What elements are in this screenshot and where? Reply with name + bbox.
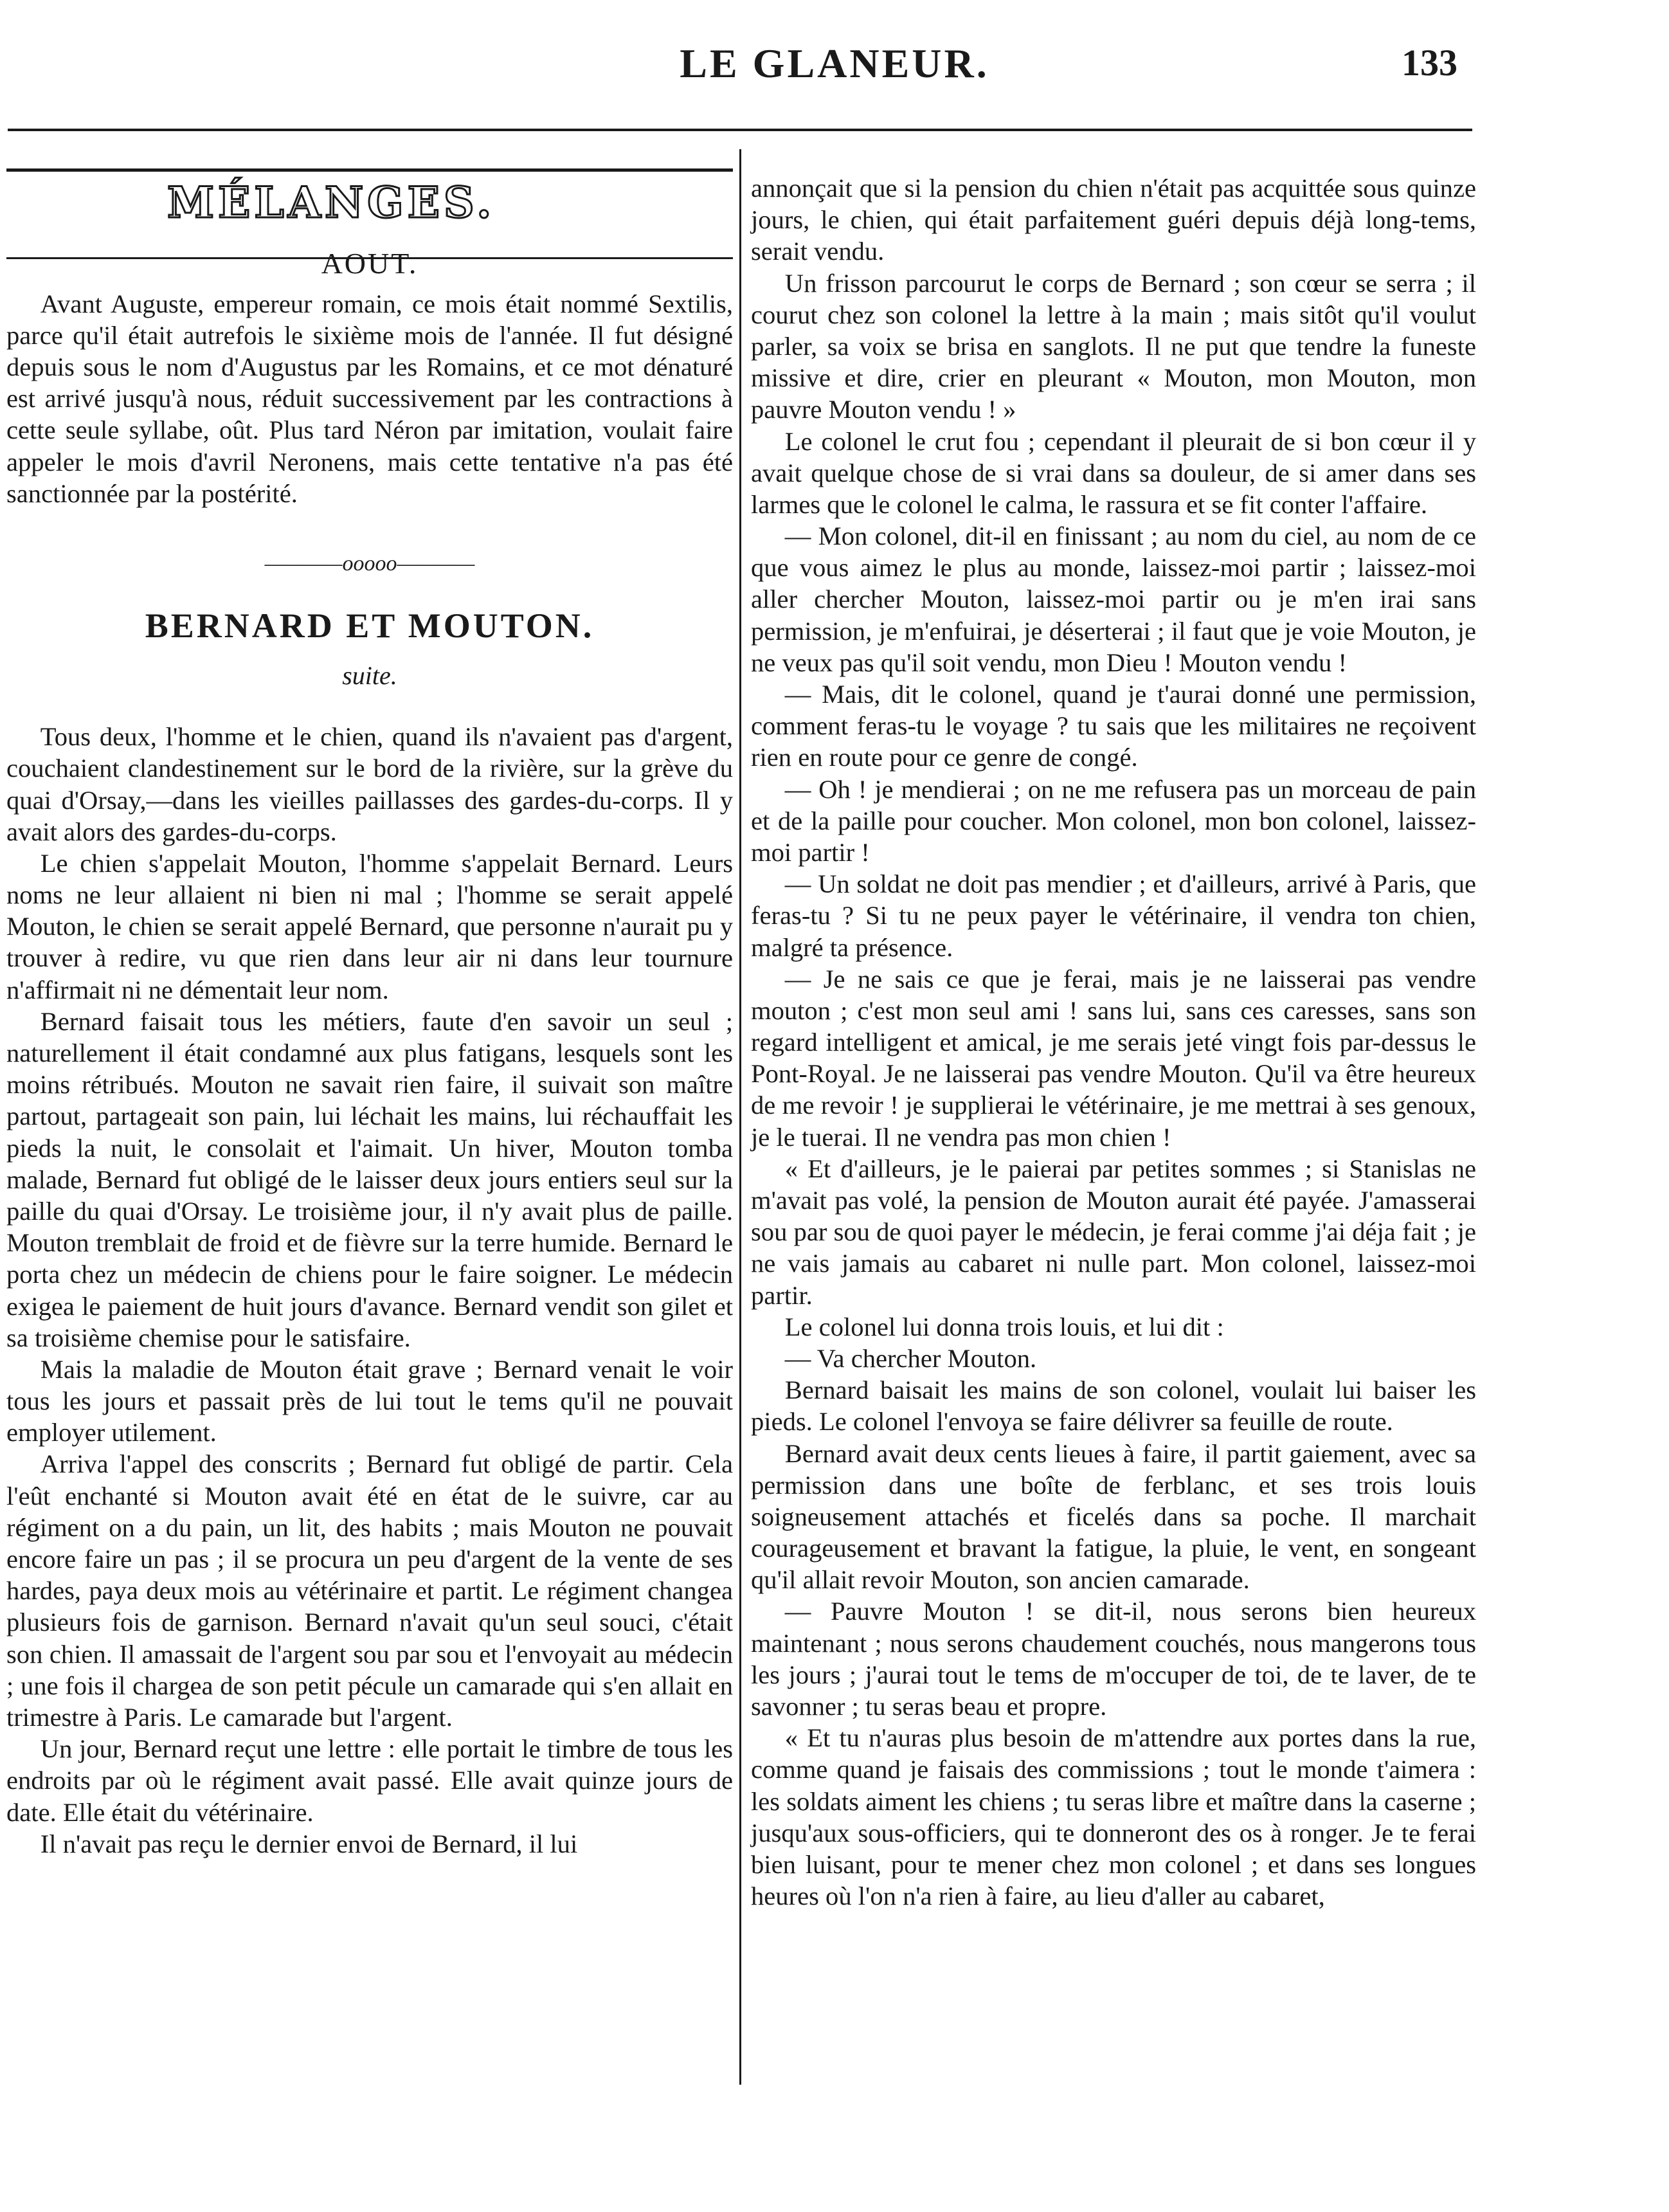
journal-title: LE GLANEUR.: [680, 41, 989, 86]
story-paragraph: « Et tu n'auras plus besoin de m'attendre aux portes dans la rue, comme quand je faisais des commissions ; tout le monde t'aimera : les soldats aiment les chiens ; tu seras libre et maître dans la caserne ; jusqu'aux sous-officiers, qui te donneront des os à ronger. Je te ferai bien luisant, pour te mener chez mon colonel ; et dans ses longues heures où l'on n'a rien à faire, au lieu d'aller au cabaret,: [751, 1723, 1476, 1911]
aout-paragraph: Avant Auguste, empereur romain, ce mois était nommé Sextilis, parce qu'il était autrefois le sixième mois de l'année. Il fut désigné depuis sous le nom d'Augustus par les Romains, et ce mot dénaturé est arrivé jusqu'à nous, réduit successivement par les contractions à cette seule syllabe, oût. Plus tard Néron par imitation, voulait faire appeler le mois d'avril Neronens, mais cette tentative n'a pas été sanctionnée par la postérité.: [6, 289, 733, 508]
story-paragraph: — Pauvre Mouton ! se dit-il, nous serons bien heureux maintenant ; nous serons chaudement couchés, nous mangerons tous les jours ; j'aurai tout le tems de m'occuper de toi, de te laver, de te savonner ; tu seras beau et propre.: [751, 1597, 1476, 1721]
story-paragraph: Le colonel le crut fou ; cependant il pleurait de si bon cœur il y avait quelque chose de si vrai dans sa douleur, de si amer dans ses larmes que le colonel le calma, le rassura et se fit conter l'affaire.: [751, 426, 1476, 519]
story-paragraph: Arriva l'appel des conscrits ; Bernard fut obligé de partir. Cela l'eût enchanté si Mouton avait été en état de le suivre, car au régiment on a du pain, un lit, des habits ; mais Mouton ne pouvait encore faire un pas ; il se procura un peu d'argent de la vente de ses hardes, paya deux mois au vétérinaire et partit. Le régiment changea plusieurs fois de garnison. Bernard n'avait qu'un seul souci, c'était son chien. Il amassait de l'argent sou par sou et l'envoyait au médecin ; une fois il chargea de son petit pécule un camarade qui s'en allait en trimestre à Paris. Le camarade but l'argent.: [6, 1449, 733, 1732]
story-subtitle: suite.: [342, 660, 397, 690]
story-paragraph: Il n'avait pas reçu le dernier envoi de Bernard, il lui: [40, 1829, 578, 1858]
header-rule: [8, 129, 1472, 131]
story-paragraph: — Oh ! je mendierai ; on ne me refusera pas un morceau de pain et de la paille pour coucher. Mon colonel, mon bon colonel, laissez-moi partir !: [751, 774, 1476, 867]
story-paragraph: — Mais, dit le colonel, quand je t'aurai donné une permission, comment feras-tu le voyage ? tu sais que les militaires ne reçoivent rien en route pour ce genre de congé.: [751, 680, 1476, 772]
story-paragraph: Un frisson parcourut le corps de Bernard ; son cœur se serra ; il courut chez son colonel la lettre à la main ; mais sitôt qu'il voulut parler, sa voix se brisa en sanglots. Il ne put que tendre la funeste missive et dire, crier en pleurant « Mouton, mon Mouton, mon pauvre Mouton vendu ! »: [751, 268, 1476, 424]
story-paragraph: Un jour, Bernard reçut une lettre : elle portait le timbre de tous les endroits par où le régiment avait passé. Elle avait quinze jours de date. Elle était du vétérinaire.: [6, 1734, 733, 1827]
story-paragraph: — Je ne sais ce que je ferai, mais je ne laisserai pas vendre mouton ; c'est mon seul ami ! sans lui, sans ces caresses, sans son regard intelligent et amical, je me serais jeté vingt fois par-dessus le Pont-Royal. Je ne laisserai pas vendre Mouton. Qu'il va être heureux de me revoir ! je supplierai le vétérinaire, je me mettrai à ses genoux, je le tuerai. Il ne vendra pas mon chien !: [751, 964, 1476, 1152]
section-rule-top: [6, 168, 733, 172]
story-paragraph: Tous deux, l'homme et le chien, quand ils n'avaient pas d'argent, couchaient clandestinement sur le bord de la rivière, sur la grève du quai d'Orsay,—dans les vieilles paillasses des gardes-du-corps. Il y avait alors des gardes-du-corps.: [6, 722, 733, 846]
story-paragraph: — Va chercher Mouton.: [784, 1343, 1037, 1373]
story-paragraph: annonçait que si la pension du chien n'était pas acquittée sous quinze jours, le chien, qui était parfaitement guéri depuis déjà long-tems, serait vendu.: [751, 174, 1476, 266]
right-column: [751, 172, 1476, 1912]
story-title: BERNARD ET MOUTON.: [145, 606, 595, 646]
story-paragraph: — Un soldat ne doit pas mendier ; et d'ailleurs, arrivé à Paris, que feras-tu ? Si tu ne peux payer le vétérinaire, il vendra ton chien, malgré ta présence.: [751, 869, 1476, 962]
page-number: 133: [1402, 42, 1457, 84]
story-paragraph: Le colonel lui donna trois louis, et lui dit :: [784, 1312, 1224, 1341]
left-column: [6, 172, 733, 1860]
story-paragraph: Mais la maladie de Mouton était grave ; Bernard venait le voir tous les jours et passait près de lui tout le tems qu'il ne pouvait employer utilement.: [6, 1354, 733, 1447]
story-paragraph: Bernard faisait tous les métiers, faute d'en savoir un seul ; naturellement il était condamné aux plus fatigans, lesquels sont les moins rétribués. Mouton ne savait rien faire, il suivait son maître partout, partageait son pain, lui léchait les mains, lui réchauffait les pieds la nuit, le consolait et l'aimait. Un hiver, Mouton tomba malade, Bernard fut obligé de le laisser deux jours entiers seul sur la paille du quai d'Orsay. Le troisième jour, il n'y avait plus de paille. Mouton tremblait de froid et de fièvre sur la terre humide. Bernard le porta chez un médecin de chiens pour le faire soigner. Le médecin exigea le paiement de huit jours d'avance. Bernard vendit son gilet et sa troisième chemise pour le satisfaire.: [6, 1006, 733, 1352]
story-paragraph: Bernard baisait les mains de son colonel, voulait lui baiser les pieds. Le colonel l'envoya se faire délivrer sa feuille de route.: [751, 1375, 1476, 1437]
story-paragraph: Bernard avait deux cents lieues à faire, il partit gaiement, avec sa permission dans une boîte de ferblanc, et ses trois louis soigneusement attachés et ficelés dans sa poche. Il marchait courageusement et bravant la fatigue, la pluie, le vent, en songeant qu'il allait revoir Mouton, son ancien camarade.: [751, 1438, 1476, 1595]
separator: ————ooooo————: [264, 552, 475, 576]
story-paragraph: — Mon colonel, dit-il en finissant ; au nom du ciel, au nom de ce que vous aimez le plus au monde, laissez-moi partir ; laissez-moi aller chercher Mouton, laissez-moi partir ou je m'en irai sans permission, je m'enfuirai, je déserterai ; il faut que je voie Mouton, je ne veux pas qu'il soit vendu, mon Dieu ! Mouton vendu !: [751, 521, 1476, 677]
section-heading: MÉLANGES.: [167, 177, 496, 228]
story-paragraph: Le chien s'appelait Mouton, l'homme s'appelait Bernard. Leurs noms ne leur allaient ni bien ni mal ; l'homme se serait appelé Mouton, le chien se serait appelé Bernard, que personne n'aurait pu y trouver à redire, vu que rien dans leur air ni dans leur tournure n'affirmait ni ne démentait leur nom.: [6, 848, 733, 1004]
story-paragraph: « Et d'ailleurs, je le paierai par petites sommes ; si Stanislas ne m'avait pas volé, la pension de Mouton aurait été payée. J'amasserai sou par sou de quoi payer le médecin, je ferai comme j'ai déja fait ; je ne vais jamais au cabaret ni nulle part. Mon colonel, laissez-moi partir.: [751, 1154, 1476, 1310]
month-title: AOUT.: [321, 246, 419, 280]
column-divider: [739, 149, 741, 2085]
